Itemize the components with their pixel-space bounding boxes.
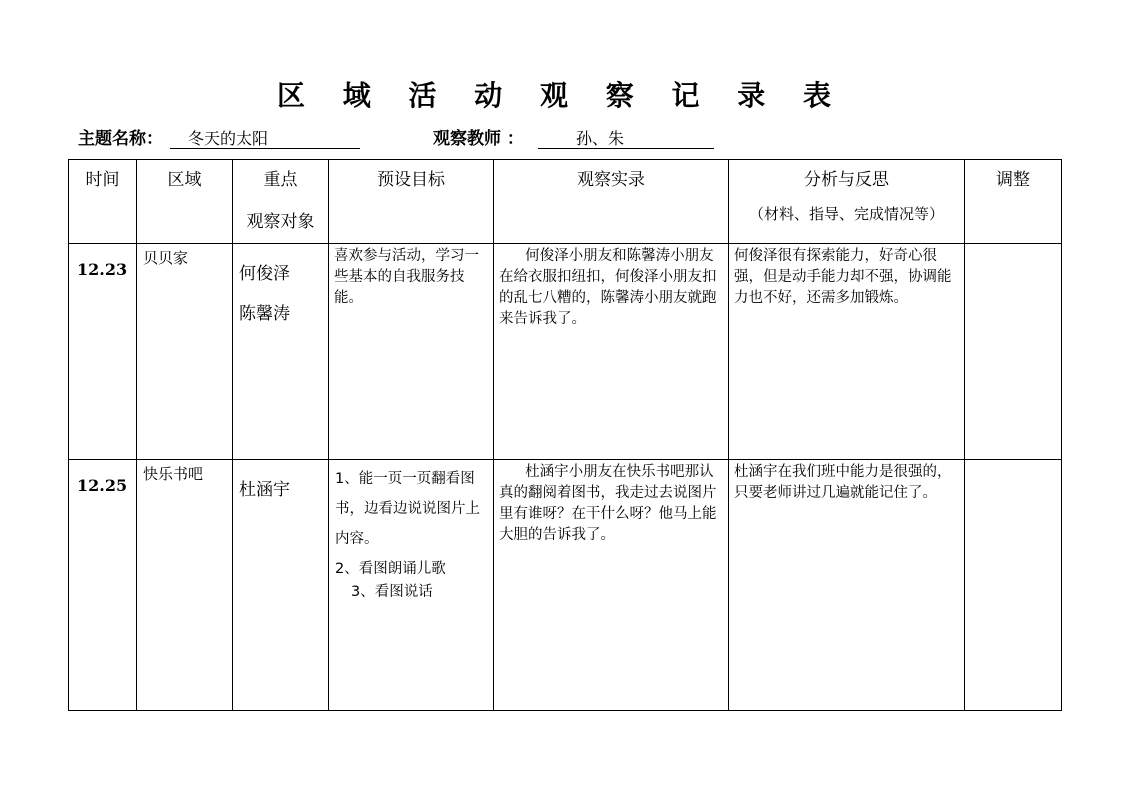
teacher-value: 孙、朱 (538, 128, 714, 149)
header-row (69, 160, 1062, 244)
person-name: 杜涵宇 (239, 480, 290, 500)
row-people (233, 244, 329, 460)
row-date: 12.23 (69, 244, 137, 460)
teacher-label: 观察教师 ： (433, 129, 524, 149)
header-focus-sub: 观察对象 (246, 212, 315, 232)
row-record: 杜涵宇小朋友在快乐书吧那认真的翻阅着图书，我走过去说图片里有谁呀？在干什么呀？他马上能大胆的告诉我了。 (494, 460, 729, 711)
header-analysis-label: 分析与反思 (804, 170, 889, 190)
table-row (69, 460, 1062, 711)
person-name: 陈馨涛 (239, 304, 290, 324)
row-area: 贝贝家 (137, 244, 233, 460)
table-row (69, 244, 1062, 460)
row-people (233, 460, 329, 711)
row-goal: 喜欢参与活动，学习一些基本的自我服务技能。 (329, 244, 494, 460)
observation-table (68, 159, 1062, 711)
page-title: 区 域 活 动 观 察 记 录 表 (277, 79, 845, 112)
row-record: 何俊泽小朋友和陈馨涛小朋友在给衣服扣纽扣，何俊泽小朋友扣的乱七八糟的，陈馨涛小朋友就跑来告诉我了。 (494, 244, 729, 460)
row-date: 12.25 (69, 460, 137, 711)
header-time: 时间 (69, 160, 137, 244)
row-analysis: 杜涵宇在我们班中能力是很强的，只要老师讲过几遍就能记住了。 (729, 460, 965, 711)
row-adjust (965, 244, 1062, 460)
row-goal (329, 460, 494, 711)
header-record: 观察实录 (494, 160, 729, 244)
header-adjust: 调整 (965, 160, 1062, 244)
header-focus-label: 重点 (263, 170, 298, 190)
header-analysis (729, 160, 965, 244)
header-focus (233, 160, 329, 244)
goal-item: 2、看图朗诵儿歌 (335, 561, 446, 577)
theme-label: 主题名称： (78, 129, 163, 149)
row-adjust (965, 460, 1062, 711)
person-name: 何俊泽 (239, 264, 290, 284)
theme-value: 冬天的太阳 (170, 128, 360, 149)
header-analysis-sub: （材料、指导、完成情况等） (748, 205, 944, 223)
row-area: 快乐书吧 (137, 460, 233, 711)
header-goal: 预设目标 (329, 160, 494, 244)
header-area: 区域 (137, 160, 233, 244)
goal-item: 1、能一页一页翻看图书，边看边说说图片上内容。 (335, 471, 480, 547)
goal-item: 3、看图说话 (351, 584, 433, 600)
row-analysis: 何俊泽很有探索能力，好奇心很强，但是动手能力却不强，协调能力也不好，还需多加锻炼。 (729, 244, 965, 460)
